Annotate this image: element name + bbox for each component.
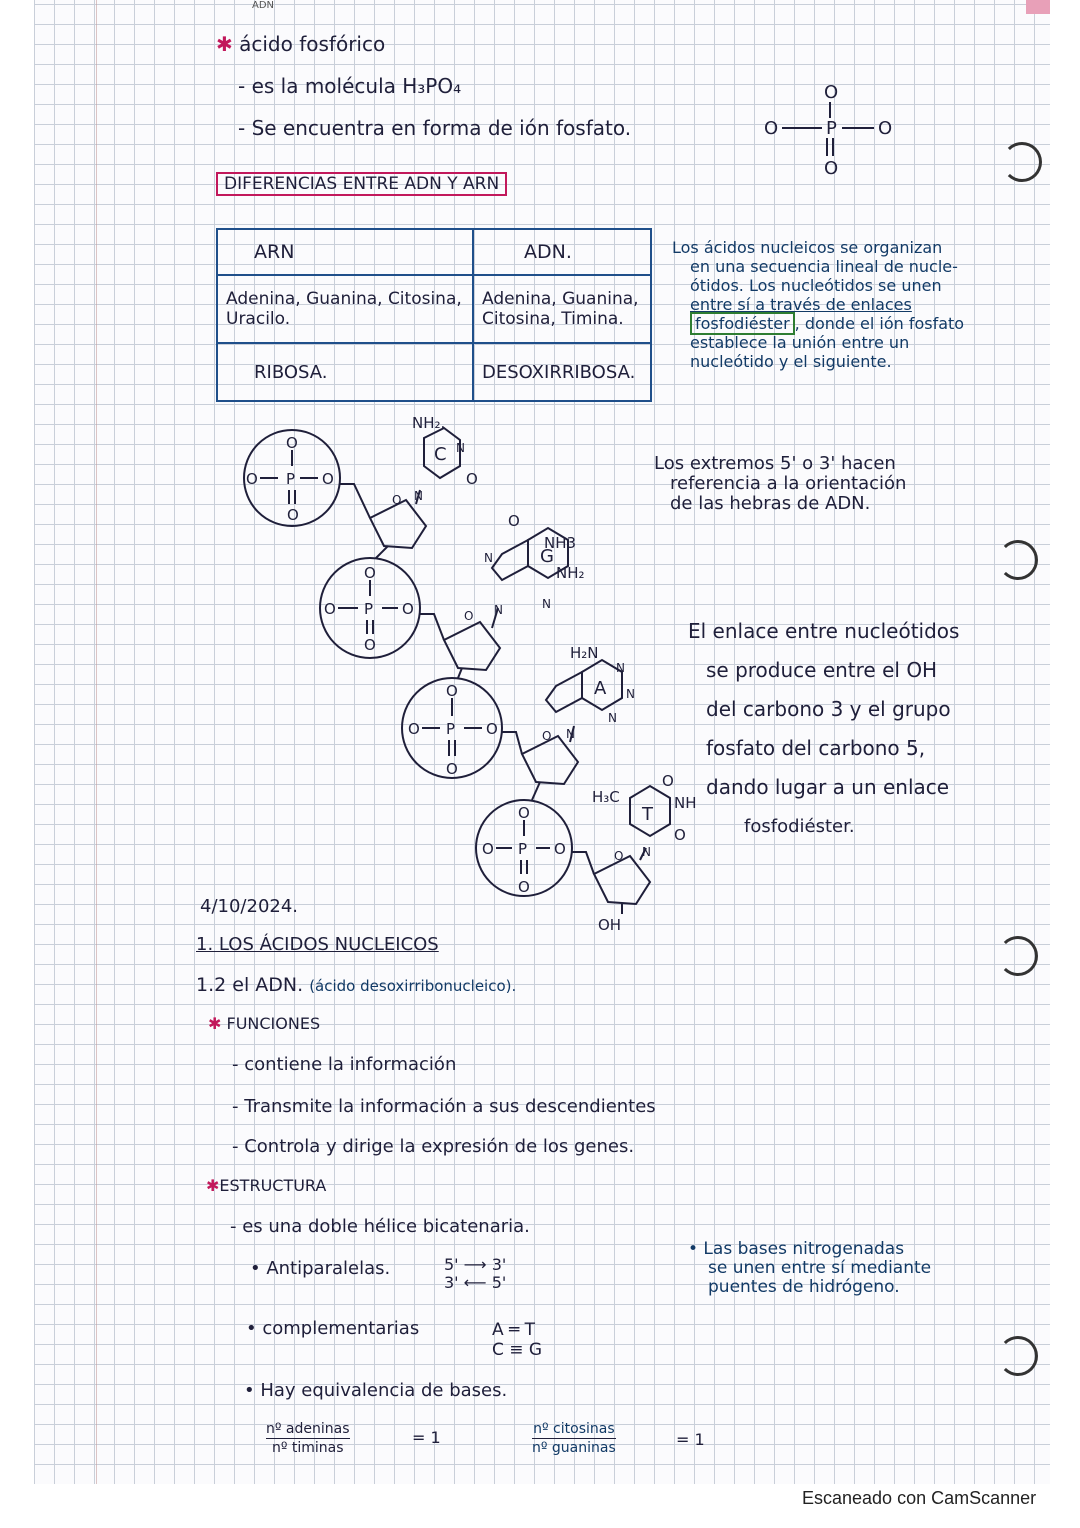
punch-hole	[1002, 142, 1042, 182]
table-header-arn: ARN	[217, 229, 473, 275]
complementarias-label: • complementarias	[246, 1318, 420, 1339]
svg-text:O: O	[508, 512, 520, 530]
label-nh3-guanine: NH3	[544, 534, 577, 552]
svg-text:O: O	[364, 564, 376, 582]
bullet-molecula: - es la molécula H₃PO₄	[238, 74, 462, 98]
svg-text:O: O	[286, 434, 298, 452]
table-row	[217, 275, 651, 343]
margin-line	[96, 0, 97, 1484]
subsection-adn: 1.2 el ADN. (ácido desoxirribonucleico).	[196, 974, 517, 996]
formula-p: P	[826, 118, 837, 139]
funcion-item: - Transmite la información a sus descendientes	[232, 1096, 656, 1117]
base-adenine: A	[594, 678, 607, 699]
table-cell: RIBOSA.	[217, 343, 473, 401]
ratio-adeninas-timinas: nº adeninas nº timinas	[266, 1421, 350, 1456]
svg-text:O: O	[287, 506, 299, 524]
svg-text:N: N	[616, 661, 625, 675]
svg-text:N: N	[484, 551, 493, 565]
table-cell: Adenina, Guanina, Citosina, Uracilo.	[217, 275, 473, 343]
svg-text:O: O	[466, 470, 478, 488]
svg-text:P: P	[518, 840, 528, 858]
table-header-adn: ADN.	[473, 229, 651, 275]
svg-text:N: N	[456, 441, 465, 455]
funcion-item: - contiene la información	[232, 1054, 457, 1075]
svg-text:O: O	[446, 760, 458, 778]
punch-hole	[998, 936, 1038, 976]
label-nh-thymine: NH	[674, 794, 697, 812]
antiparalelas-arrows: 5' ⟶ 3' 3' ⟵ 5'	[444, 1255, 507, 1292]
table-row	[217, 343, 651, 401]
svg-text:O: O	[614, 849, 624, 863]
section-title: 1. LOS ÁCIDOS NUCLEICOS	[196, 934, 439, 955]
punch-hole	[998, 1336, 1038, 1376]
svg-text:N: N	[566, 727, 575, 741]
fosfodiester-highlight: fosfodiéster	[690, 312, 795, 335]
formula-o-left: O	[764, 118, 779, 139]
svg-text:P: P	[286, 470, 296, 488]
svg-text:O: O	[518, 878, 530, 896]
base-cytosine: C	[434, 444, 447, 465]
note-enlace: El enlace entre nucleótidos se produce entre el OH del carbono 3 y el grupo fosfato del carbono 5, dando lugar a un enlace fosfodiéster.	[688, 619, 960, 837]
svg-text:O: O	[464, 609, 474, 623]
label-h3c-thymine: H₃C	[592, 788, 620, 806]
sugar-1	[370, 500, 426, 548]
svg-text:O: O	[662, 772, 674, 790]
funcion-item: - Controla y dirige la expresión de los genes.	[232, 1136, 635, 1157]
svg-text:O: O	[324, 600, 336, 618]
svg-text:O: O	[322, 470, 334, 488]
label-oh-3-end: OH	[598, 916, 622, 934]
label-h2n-adenine: H₂N	[570, 644, 599, 662]
punch-hole	[998, 540, 1038, 580]
svg-text:O: O	[486, 720, 498, 738]
funciones-heading: ✱ FUNCIONES	[208, 1014, 321, 1033]
corner-mark	[1026, 0, 1050, 14]
svg-text:P: P	[446, 720, 456, 738]
svg-text:O: O	[554, 840, 566, 858]
table-cell: DESOXIRRIBOSA.	[473, 343, 651, 401]
formula-o-bottom: O	[824, 158, 839, 178]
note-date: 4/10/2024.	[200, 896, 299, 917]
comparison-table	[216, 228, 652, 402]
table-cell: Adenina, Guanina, Citosina, Timina.	[473, 275, 651, 343]
note-extremos: Los extremos 5' o 3' hacen referencia a la orientación de las hebras de ADN.	[654, 453, 907, 514]
estructura-heading: ✱ESTRUCTURA	[206, 1176, 327, 1195]
nucleotide-organization-note: Los ácidos nucleicos se organizan en una secuencia lineal de nucle- ótidos. Los nucleótidos se unen entre sí a través de enlaces fosfodiéster , donde el ión fosfato establece la unión entre un nucleótido y el siguiente.	[672, 238, 965, 371]
sugar-3	[522, 736, 578, 784]
differences-heading: DIFERENCIAS ENTRE ADN Y ARN	[216, 172, 507, 196]
svg-text:O: O	[408, 720, 420, 738]
base-g-imidazole	[492, 540, 528, 580]
table-header-row	[217, 229, 651, 275]
formula-o-top: O	[824, 82, 839, 103]
svg-text:N: N	[608, 711, 617, 725]
svg-text:O: O	[518, 804, 530, 822]
svg-text:O: O	[542, 729, 552, 743]
label-nh2-cytosine: NH₂.	[412, 414, 446, 432]
header-scribble: ADN	[252, 0, 275, 11]
ratio1-equals: = 1	[412, 1428, 441, 1447]
svg-text:N: N	[642, 845, 651, 859]
bullet-ion-fosfato: - Se encuentra en forma de ión fosfato.	[238, 116, 632, 140]
svg-text:O: O	[364, 636, 376, 654]
phosphate-formula	[760, 78, 910, 178]
svg-text:N: N	[542, 597, 551, 611]
base-pairs: A ═ T C ≡ G	[492, 1320, 543, 1360]
acido-fosforico-heading: ✱ ácido fosfórico	[216, 32, 386, 56]
ratio-citosinas-guaninas: nº citosinas nº guaninas	[532, 1421, 616, 1456]
ratio2-equals: = 1	[676, 1430, 705, 1449]
svg-text:P: P	[364, 600, 374, 618]
svg-text:O: O	[392, 493, 402, 507]
base-thymine: T	[642, 804, 653, 825]
svg-text:N: N	[626, 687, 635, 701]
svg-text:N: N	[494, 603, 503, 617]
svg-text:O: O	[246, 470, 258, 488]
svg-text:O: O	[446, 682, 458, 700]
base-guanine: G	[540, 546, 554, 567]
formula-o-right: O	[878, 118, 893, 139]
antiparalelas-label: • Antiparalelas.	[250, 1258, 391, 1279]
puentes-note: • Las bases nitrogenadas se unen entre sí mediante puentes de hidrógeno.	[688, 1239, 932, 1297]
svg-text:O: O	[482, 840, 494, 858]
svg-text:O: O	[402, 600, 414, 618]
svg-text:O: O	[674, 826, 686, 844]
label-nh2-guanine: NH₂	[556, 564, 585, 582]
svg-text:N: N	[414, 489, 423, 503]
estructura-line: - es una doble hélice bicatenaria.	[230, 1216, 530, 1237]
sugar-4	[594, 856, 650, 904]
scanner-watermark: Escaneado con CamScanner	[802, 1488, 1037, 1508]
sugar-2	[444, 622, 500, 670]
equivalencia-label: • Hay equivalencia de bases.	[244, 1380, 508, 1401]
base-a-imidazole	[546, 672, 582, 712]
